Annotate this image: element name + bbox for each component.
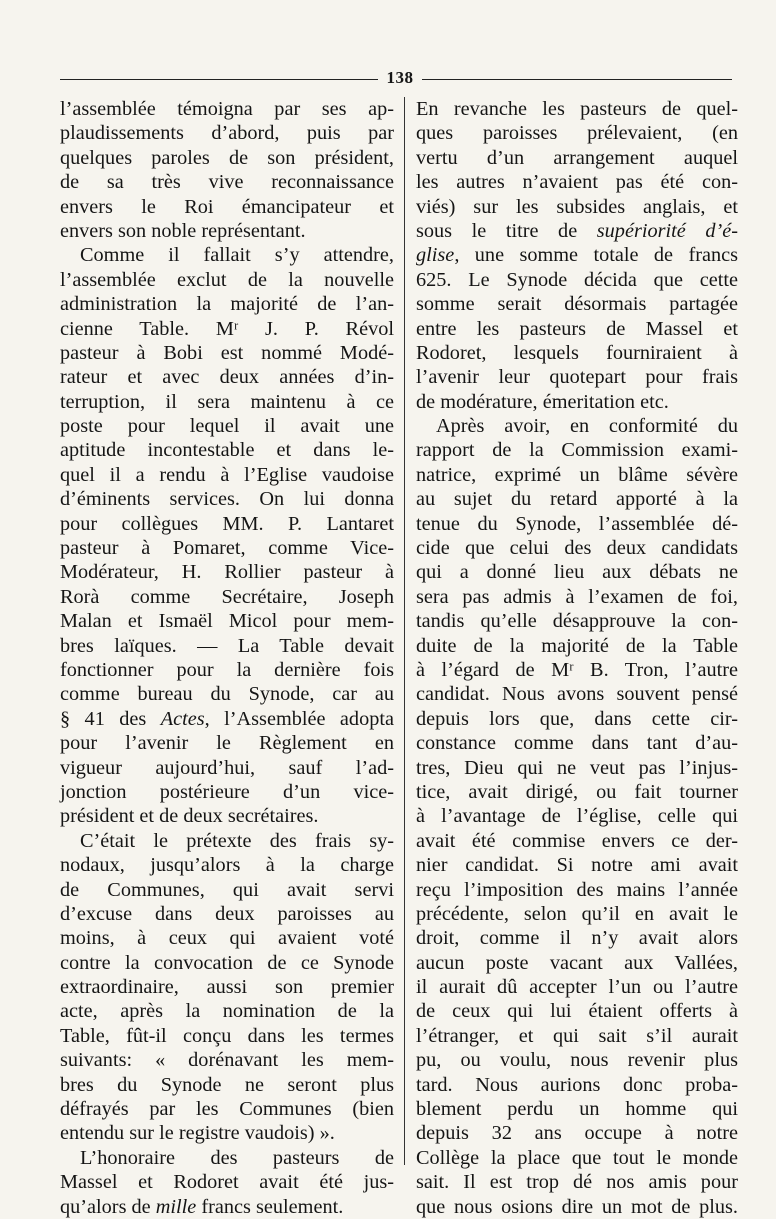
text-line: [60, 463, 394, 487]
text-line: [60, 853, 394, 877]
line-text: depuis 32 ans occupe à notre: [416, 1122, 738, 1145]
text-line: [60, 195, 394, 219]
text-line: [416, 829, 738, 853]
text-line: [416, 756, 738, 780]
text-line: [416, 634, 738, 658]
line-text: bres laïques. — La Table devait: [60, 634, 394, 657]
line-text: depuis lors que, dans cette cir-: [416, 707, 738, 730]
text-line: [60, 121, 394, 145]
text-line: [60, 341, 394, 365]
text-line: [60, 560, 394, 584]
text-line: [416, 195, 738, 219]
line-text: L’honoraire des pasteurs de: [80, 1146, 394, 1169]
text-line: [60, 1170, 394, 1194]
text-line: [416, 487, 738, 511]
text-line: [60, 1097, 394, 1121]
line-text: rateur et avec deux années d’in-: [60, 366, 394, 389]
text-line: [60, 243, 394, 267]
line-text: ques paroisses prélevaient, (en: [416, 122, 738, 145]
line-text: natrice, exprimé un blâme sévère: [416, 463, 738, 486]
text-line: [416, 146, 738, 170]
line-text: , une somme totale de francs: [454, 244, 738, 267]
line-text: il aurait dû accepter l’un ou l’autre: [416, 976, 738, 999]
text-line: [416, 658, 738, 682]
line-text: l’assemblée témoigna par ses ap-: [60, 98, 394, 120]
line-text: tice, avait dirigé, ou fait tourner: [416, 780, 738, 803]
text-line: [60, 731, 394, 755]
line-text: pasteur à Bobi est nommé Modé-: [60, 341, 394, 364]
text-line: [60, 780, 394, 804]
line-text: comme bureau du Synode, car au: [60, 683, 394, 706]
line-text: sous le titre de: [416, 219, 597, 242]
text-line: [416, 1097, 738, 1121]
line-text: reçu l’imposition des mains l’année: [416, 878, 738, 901]
line-text: contre la convocation de ce Synode: [60, 951, 394, 974]
text-line: [416, 609, 738, 633]
line-text: droit, comme il n’y avait alors: [416, 927, 738, 950]
line-text: Modérateur, H. Rollier pasteur à: [60, 561, 394, 584]
text-line: [416, 121, 738, 145]
italic-text: Actes: [160, 707, 205, 730]
line-text: tres, Dieu qui ne veut pas l’injus-: [416, 756, 738, 779]
text-line: [60, 804, 394, 828]
text-line: [416, 243, 738, 267]
line-text: nodaux, jusqu’alors à la charge: [60, 854, 394, 877]
text-line: [60, 390, 394, 414]
text-line: [60, 1121, 394, 1145]
line-text: avait été commise envers ce der-: [416, 829, 738, 852]
line-text: les autres n’avaient pas été con-: [416, 171, 738, 194]
text-line: [416, 219, 738, 243]
line-text: extraordinaire, aussi son premier: [60, 976, 394, 999]
line-text: Malan et Ismaël Micol pour mem-: [60, 610, 394, 633]
text-line: [60, 585, 394, 609]
text-line: [60, 878, 394, 902]
line-text: précédente, selon qu’il en avait le: [416, 902, 738, 925]
line-text: somme serait désormais partagée: [416, 293, 738, 316]
line-text: duite de la majorité de la Table: [416, 634, 738, 657]
line-text: à l’égard de Mʳ B. Tron, l’autre: [416, 658, 738, 681]
line-text: pour collègues MM. P. Lantaret: [60, 512, 394, 535]
italic-text: supériorité d’é-: [596, 219, 738, 242]
right-column: [416, 97, 738, 1219]
text-line: [416, 390, 738, 414]
text-line: [60, 146, 394, 170]
line-text: Collège la place que tout le monde: [416, 1146, 738, 1169]
line-text: entendu sur le registre vaudois) ».: [60, 1122, 335, 1145]
text-line: [416, 268, 738, 292]
line-text: fonctionner pour la dernière fois: [60, 658, 394, 681]
line-text: au sujet du retard apporté à la: [416, 488, 738, 511]
line-text: suivants: « dorénavant les mem-: [60, 1049, 394, 1072]
page-number: 138: [378, 68, 422, 88]
line-text: Après avoir, en conformité du: [436, 415, 738, 438]
left-column: [60, 97, 394, 1219]
line-text: quel il a rendu à l’Eglise vaudoise: [60, 463, 394, 486]
text-line: [416, 97, 738, 121]
line-text: pu, ou voulu, nous revenir plus: [416, 1049, 738, 1072]
line-text: C’était le prétexte des frais sy-: [80, 829, 394, 852]
line-text: pasteur à Pomaret, comme Vice-: [60, 537, 394, 560]
line-text: défrayés par les Communes (bien: [60, 1098, 394, 1121]
line-text: aucun poste vacant aux Vallées,: [416, 951, 738, 974]
line-text: blement perdu un homme qui: [416, 1098, 738, 1121]
text-line: [416, 560, 738, 584]
line-text: jonction postérieure d’un vice-: [60, 780, 394, 803]
line-text: Rorà comme Secrétaire, Joseph: [60, 585, 394, 608]
line-text: aptitude incontestable et dans le-: [60, 439, 394, 462]
line-text: moins, à ceux qui avaient voté: [60, 927, 394, 950]
line-text: vertu d’un arrangement auquel: [416, 146, 738, 169]
text-line: [416, 1121, 738, 1145]
text-line: [416, 853, 738, 877]
text-line: [60, 268, 394, 292]
text-line: [60, 292, 394, 316]
line-text: viés) sur les subsides anglais, et: [416, 195, 738, 218]
line-text: président et de deux secrétaires.: [60, 805, 319, 828]
text-line: [416, 1146, 738, 1170]
text-line: [60, 512, 394, 536]
line-text: l’assemblée exclut de la nouvelle: [60, 268, 394, 291]
text-line: [416, 463, 738, 487]
line-text: sait. Il est trop dé nos amis pour: [416, 1171, 738, 1194]
text-line: [60, 487, 394, 511]
text-line: [416, 1170, 738, 1194]
text-line: [60, 1195, 394, 1219]
text-line: [416, 536, 738, 560]
line-text: acte, après la nomination de la: [60, 1000, 394, 1023]
text-line: [416, 1048, 738, 1072]
text-line: [416, 975, 738, 999]
text-line: [60, 707, 394, 731]
line-text: Table, fût-il conçu dans les termes: [60, 1024, 394, 1047]
line-text: envers le Roi émancipateur et: [60, 195, 394, 218]
line-text: quelques paroles de son président,: [60, 146, 394, 169]
line-text: que nous osions dire un mot de plus.: [416, 1195, 738, 1218]
line-text: tenue du Synode, l’assemblée dé-: [416, 512, 738, 535]
text-line: [60, 682, 394, 706]
line-text: entre les pasteurs de Massel et: [416, 317, 738, 340]
line-text: de modérature, émeritation etc.: [416, 390, 669, 413]
text-line: [416, 926, 738, 950]
text-line: [416, 1073, 738, 1097]
line-text: Rodoret, lesquels fourniraient à: [416, 341, 738, 364]
italic-text: mille: [155, 1195, 197, 1218]
text-line: [416, 292, 738, 316]
line-text: sera pas admis à l’examen de foi,: [416, 585, 738, 608]
text-line: [60, 829, 394, 853]
line-text: de ceux qui lui étaient offerts à: [416, 1000, 738, 1023]
text-line: [60, 170, 394, 194]
line-text: l’étranger, et qui sait s’il aurait: [416, 1024, 738, 1047]
line-text: 625. Le Synode décida que cette: [416, 268, 738, 291]
line-text: de sa très vive reconnaissance: [60, 171, 394, 194]
line-text: , l’Assemblée adopta: [204, 707, 394, 730]
text-line: [60, 97, 394, 121]
line-text: bres du Synode ne seront plus: [60, 1073, 394, 1096]
line-text: l’avenir leur quotepart pour frais: [416, 366, 738, 389]
line-text: candidat. Nous avons souvent pensé: [416, 683, 738, 706]
text-line: [60, 219, 394, 243]
text-line: [60, 634, 394, 658]
text-line: [60, 1024, 394, 1048]
text-line: [416, 1024, 738, 1048]
text-line: [416, 731, 738, 755]
line-text: § 41 des: [60, 707, 161, 730]
text-line: [416, 707, 738, 731]
text-line: [416, 365, 738, 389]
text-line: [416, 951, 738, 975]
text-line: [60, 902, 394, 926]
line-text: plaudissements d’abord, puis par: [60, 122, 394, 145]
text-line: [60, 951, 394, 975]
text-line: [416, 317, 738, 341]
line-text: pour l’avenir le Règlement en: [60, 732, 394, 755]
text-line: [416, 512, 738, 536]
text-line: [60, 926, 394, 950]
text-line: [60, 1073, 394, 1097]
line-text: tard. Nous aurions donc proba-: [416, 1073, 738, 1096]
text-line: [416, 414, 738, 438]
line-text: poste pour lequel il avait une: [60, 415, 394, 438]
text-line: [60, 317, 394, 341]
line-text: cide que celui des deux candidats: [416, 537, 738, 560]
text-line: [60, 1146, 394, 1170]
line-text: constance comme dans tant d’au-: [416, 732, 738, 755]
text-line: [416, 682, 738, 706]
text-line: [416, 804, 738, 828]
text-line: [416, 341, 738, 365]
column-divider: [404, 97, 405, 1165]
line-text: cienne Table. Mʳ J. P. Révol: [60, 317, 394, 340]
italic-text: glise: [416, 244, 455, 267]
text-line: [60, 414, 394, 438]
line-text: d’éminents services. On lui donna: [60, 488, 394, 511]
line-text: de Communes, qui avait servi: [60, 878, 394, 901]
text-line: [416, 780, 738, 804]
text-line: [416, 438, 738, 462]
line-text: administration la majorité de l’an-: [60, 293, 394, 316]
line-text: vigueur aujourd’hui, sauf l’ad-: [60, 756, 394, 779]
text-line: [60, 975, 394, 999]
line-text: envers son noble représentant.: [60, 219, 306, 242]
line-text: En revanche les pasteurs de quel-: [416, 98, 738, 120]
line-text: rapport de la Commission exami-: [416, 439, 738, 462]
line-text: d’excuse dans deux paroisses au: [60, 902, 394, 925]
text-line: [416, 585, 738, 609]
text-line: [60, 658, 394, 682]
line-text: nier candidat. Si notre ami avait: [416, 854, 738, 877]
text-line: [60, 609, 394, 633]
text-line: [60, 756, 394, 780]
line-text: Massel et Rodoret avait été jus-: [60, 1171, 394, 1194]
text-line: [416, 1195, 738, 1219]
text-line: [60, 438, 394, 462]
text-line: [416, 170, 738, 194]
line-text: tandis qu’elle désapprouve la con-: [416, 610, 738, 633]
text-line: [416, 878, 738, 902]
text-line: [60, 365, 394, 389]
line-text: à l’avantage de l’église, celle qui: [416, 805, 738, 828]
line-text: qu’alors de: [60, 1195, 156, 1218]
line-text: qui a donné lieu aux débats ne: [416, 561, 738, 584]
line-text: francs seulement.: [196, 1195, 344, 1218]
text-line: [416, 902, 738, 926]
text-line: [60, 536, 394, 560]
page-header: [60, 66, 732, 92]
line-text: terruption, il sera maintenu à ce: [60, 390, 394, 413]
text-line: [416, 999, 738, 1023]
line-text: Comme il fallait s’y attendre,: [80, 244, 394, 267]
text-line: [60, 1048, 394, 1072]
text-line: [60, 999, 394, 1023]
